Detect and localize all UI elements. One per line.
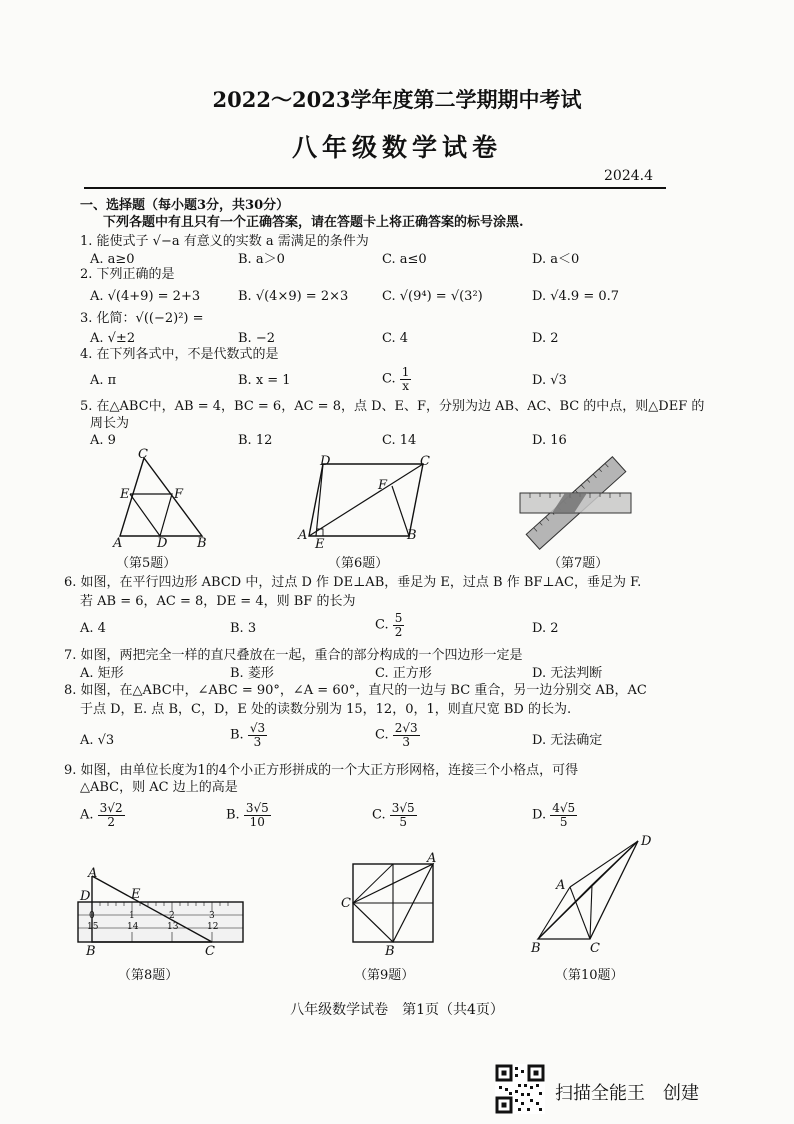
q8-option-b-fraction (248, 722, 267, 749)
q3-option-a: A. √±2 (90, 331, 136, 346)
fraction-numerator: 3√5 (245, 801, 269, 815)
q3-stem: 3. 化简：√((−2)²) = (80, 311, 204, 326)
q8-ruler-top-2: 2 (169, 911, 175, 921)
q6-label-a: A (298, 528, 308, 543)
q4-option-c (382, 366, 411, 393)
q9-option-b (226, 802, 271, 829)
q2-option-c: C. √(9⁴) = √(3²) (382, 289, 483, 304)
fraction-denominator: 3 (402, 735, 411, 749)
q9-option-b-fraction (244, 802, 271, 829)
section-heading: 一、选择题（每小题3分，共30分） (80, 198, 290, 213)
q3-option-d: D. 2 (532, 331, 559, 346)
q8-ruler-top-3: 3 (209, 911, 215, 921)
q4-stem: 4. 在下列各式中，不是代数式的是 (80, 347, 279, 362)
q9-option-d (532, 802, 577, 829)
fraction-denominator: 5 (559, 815, 568, 829)
q6-stem: 6. 如图，在平行四边形 ABCD 中，过点 D 作 DE⊥AB，垂足为 E，过点 B 作 BF⊥AC，垂足为 F. (64, 575, 642, 590)
exam-date: 2024.4 (604, 168, 653, 184)
q7-option-c: C. 正方形 (375, 666, 432, 681)
q1-stem: 1. 能使式子 √−a 有意义的实数 a 需满足的条件为 (80, 234, 369, 249)
fraction-numerator: 3√2 (99, 801, 123, 815)
q4-option-a: A. π (90, 373, 117, 388)
q6-label-e: E (315, 537, 325, 552)
q9-option-c (372, 802, 417, 829)
q8-option-d: D. 无法确定 (532, 733, 603, 748)
q7-stem: 7. 如图，两把完全一样的直尺叠放在一起，重合的部分构成的一个四边形一定是 (64, 648, 523, 663)
q8-label-c: C (205, 944, 215, 959)
section-instruction: 下列各题中有且只有一个正确答案，请在答题卡上将正确答案的标号涂黑. (103, 215, 524, 230)
q7-rulers-figure (518, 455, 633, 550)
q9-option-d-label: D. (532, 807, 547, 823)
q9-label-b: B (385, 944, 395, 959)
q1-option-c: C. a≤0 (382, 252, 427, 267)
page-footer: 八年级数学试卷 第1页（共4页） (290, 1002, 504, 1018)
q5-label-d: D (157, 536, 168, 551)
q10-caption: （第10题） (555, 968, 624, 983)
q5-stem: 5. 在△ABC中，AB = 4，BC = 6，AC = 8，点 D、E、F，分别为边 AB、AC、BC 的中点，则△DEF 的 (80, 399, 705, 414)
q6-label-c: C (420, 454, 430, 469)
exam-title: 2022～2023学年度第二学期期中考试 (212, 87, 582, 112)
fraction-denominator: 2 (107, 815, 115, 829)
q9-option-a-label: A. (80, 807, 94, 823)
q2-option-a: A. √(4+9) = 2+3 (90, 289, 201, 304)
qr-code-icon (495, 1064, 545, 1114)
q8-ruler-top-1: 1 (129, 911, 135, 921)
q6-label-b: B (407, 528, 417, 543)
q8-caption: （第8题） (118, 968, 179, 983)
q3-option-c: C. 4 (382, 331, 409, 346)
q5-caption: （第5题） (116, 556, 177, 571)
q5-label-e: E (120, 487, 130, 502)
q8-stem-line2: 于点 D，E. 点 B，C，D，E 处的读数分别为 15，12，0，1，则直尺宽 BD 的长为. (80, 702, 572, 717)
q9-option-a-fraction (98, 802, 125, 829)
q9-label-a: A (427, 851, 437, 866)
q8-option-c-label: C. (375, 727, 389, 743)
q10-label-d: D (641, 834, 652, 849)
q9-option-b-label: B. (226, 807, 240, 823)
q5-label-f: F (174, 487, 184, 502)
q2-option-d: D. √4.9 = 0.7 (532, 289, 620, 304)
fraction-denominator: 2 (394, 625, 403, 639)
q7-option-a: A. 矩形 (80, 666, 124, 681)
q9-option-c-fraction (390, 802, 417, 829)
q8-option-b (230, 722, 267, 749)
q8-ruler-bottom-14: 14 (127, 922, 139, 932)
q8-ruler-top-0: 0 (89, 911, 95, 921)
q5-option-a: A. 9 (90, 433, 116, 448)
q5-stem-line2: 周长为 (90, 416, 130, 431)
q5-label-a: A (113, 536, 123, 551)
fraction-numerator: 3√5 (391, 801, 415, 815)
q7-caption: （第7题） (548, 556, 609, 571)
q4-option-d: D. √3 (532, 373, 567, 388)
q8-label-a: A (88, 866, 98, 881)
fraction-denominator: 3 (253, 735, 262, 749)
q5-label-b: B (197, 536, 207, 551)
fraction-denominator: x (402, 379, 409, 393)
q2-option-b: B. √(4×9) = 2×3 (238, 289, 349, 304)
q8-label-d: D (80, 889, 91, 904)
q8-label-b: B (86, 944, 96, 959)
q8-option-c (375, 722, 420, 749)
q1-option-d: D. a＜0 (532, 252, 580, 267)
q1-option-b: B. a＞0 (238, 252, 285, 267)
q1-option-a: A. a≥0 (90, 252, 135, 267)
q7-option-b: B. 菱形 (230, 666, 274, 681)
q4-option-c-fraction (400, 366, 412, 393)
q9-option-a (80, 802, 125, 829)
q9-option-c-label: C. (372, 807, 386, 823)
q9-stem-line2: △ABC，则 AC 边上的高是 (80, 780, 238, 795)
fraction-numerator: 4√5 (552, 801, 576, 815)
q6-stem-line2: 若 AB = 6，AC = 8，DE = 4，则 BF 的长为 (80, 594, 356, 609)
q8-ruler-bottom-13: 13 (167, 922, 179, 932)
q6-label-f: F (378, 478, 388, 493)
q6-option-c (375, 612, 404, 639)
fraction-denominator: 10 (249, 815, 265, 829)
q9-option-d-fraction (550, 802, 577, 829)
q6-option-a: A. 4 (80, 621, 106, 636)
q5-label-c: C (138, 447, 148, 462)
q10-label-a: A (556, 878, 566, 893)
q4-option-c-label: C. (382, 371, 396, 387)
header-rule (84, 187, 666, 189)
q2-stem: 2. 下列正确的是 (80, 267, 175, 282)
q5-option-b: B. 12 (238, 433, 273, 448)
q10-label-c: C (590, 941, 600, 956)
q8-option-c-fraction (393, 722, 420, 749)
q9-stem: 9. 如图，由单位长度为1的4个小正方形拼成的一个大正方形网格，连接三个小格点，可得 (64, 763, 579, 778)
q7-option-d: D. 无法判断 (532, 666, 603, 681)
q6-option-b: B. 3 (230, 621, 257, 636)
fraction-numerator: 1 (401, 365, 410, 379)
fraction-numerator: √3 (249, 721, 266, 735)
fraction-numerator: 2√3 (394, 721, 418, 735)
q5-option-c: C. 14 (382, 433, 417, 448)
q8-option-b-label: B. (230, 727, 244, 743)
q8-option-a: A. √3 (80, 733, 115, 748)
q9-caption: （第9题） (354, 968, 415, 983)
q6-option-c-fraction (393, 612, 405, 639)
q6-option-d: D. 2 (532, 621, 559, 636)
q9-grid-figure (350, 858, 440, 948)
q8-ruler-bottom-12: 12 (207, 922, 219, 932)
exam-subtitle: 八年级数学试卷 (291, 133, 502, 162)
q9-label-c: C (341, 896, 351, 911)
q8-ruler-triangle-figure (76, 868, 246, 953)
q3-option-b: B. −2 (238, 331, 275, 346)
q5-option-d: D. 16 (532, 433, 567, 448)
q8-stem: 8. 如图，在△ABC中，∠ABC = 90°，∠A = 60°，直尺的一边与 BC 重合，另一边分别交 AB，AC (64, 683, 647, 698)
q6-caption: （第6题） (328, 556, 389, 571)
scanner-watermark: 扫描全能王 创建 (555, 1083, 699, 1104)
fraction-numerator: 5 (394, 611, 403, 625)
fraction-denominator: 5 (399, 815, 408, 829)
q8-label-e: E (131, 887, 141, 902)
q6-label-d: D (320, 454, 331, 469)
q10-label-b: B (531, 941, 541, 956)
q6-option-c-label: C. (375, 617, 389, 633)
q4-option-b: B. x = 1 (238, 373, 291, 388)
q10-quadrilateral-figure (530, 835, 650, 945)
q8-ruler-bottom-15: 15 (87, 922, 99, 932)
